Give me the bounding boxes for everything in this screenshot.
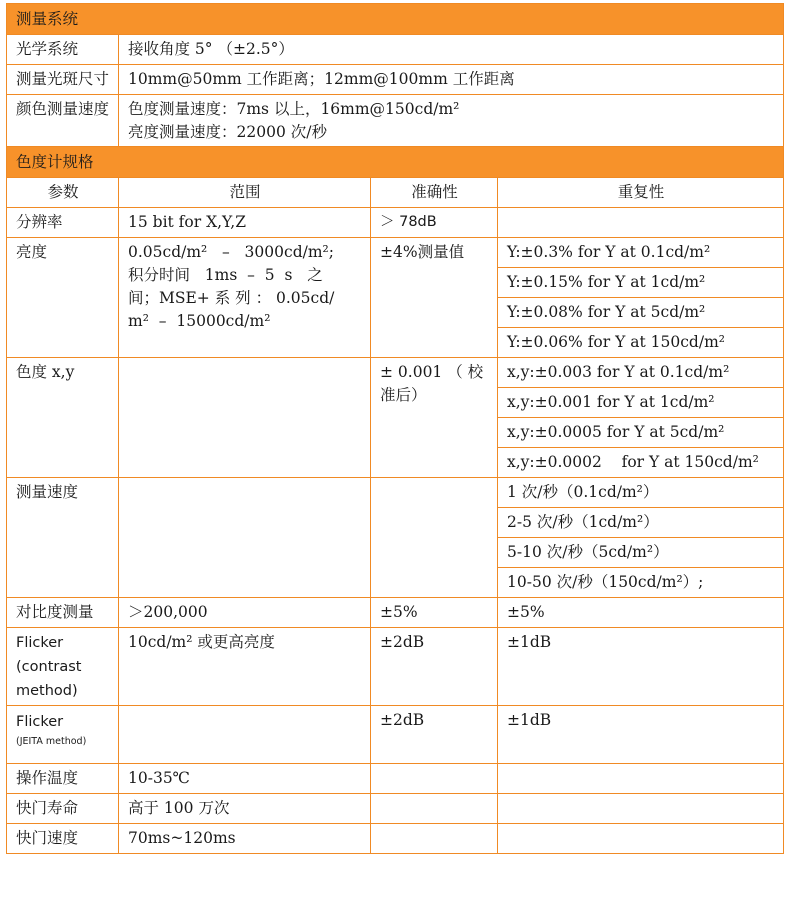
value-line: 色度测量速度：7ms 以上，16mm@150cd/m² <box>128 100 460 118</box>
accuracy-line: 准后） <box>380 386 427 404</box>
table-row <box>7 358 784 388</box>
range-value <box>119 238 371 358</box>
accuracy-value <box>371 794 498 824</box>
repeat-value: Y:±0.3% for Y at 0.1cd/m² <box>498 238 784 268</box>
row-value: 接收角度 5° （±2.5°） <box>119 35 784 65</box>
repeat-value <box>498 824 784 854</box>
repeat-value: x,y:±0.0002 for Y at 150cd/m² <box>498 448 784 478</box>
table-row <box>7 706 784 764</box>
param-label: 对比度测量 <box>7 598 119 628</box>
row-label: 测量光斑尺寸 <box>7 65 119 95</box>
column-header-param: 参数 <box>7 178 119 208</box>
label-line: method) <box>16 683 78 699</box>
column-header-repeat: 重复性 <box>498 178 784 208</box>
repeat-value: x,y:±0.001 for Y at 1cd/m² <box>498 388 784 418</box>
section-header-measurement-system <box>7 4 784 35</box>
range-value <box>119 358 371 478</box>
param-label: 操作温度 <box>7 764 119 794</box>
accuracy-value <box>371 764 498 794</box>
param-label <box>7 706 119 764</box>
repeat-value: Y:±0.15% for Y at 1cd/m² <box>498 268 784 298</box>
param-label: 色度 x,y <box>7 358 119 478</box>
range-value: 10cd/m² 或更高亮度 <box>119 628 371 706</box>
param-label: 快门寿命 <box>7 794 119 824</box>
table-row <box>7 208 784 238</box>
repeat-value: ±5% <box>498 598 784 628</box>
table-row <box>7 65 784 95</box>
column-header-range: 范围 <box>119 178 371 208</box>
range-line: 0.05cd/m² – 3000cd/m²; <box>128 243 334 261</box>
repeat-value: 1 次/秒（0.1cd/m²） <box>498 478 784 508</box>
spec-table <box>6 3 784 854</box>
row-label: 颜色测量速度 <box>7 95 119 147</box>
label-note: (JEITA method) <box>16 736 87 747</box>
repeat-value <box>498 764 784 794</box>
range-value <box>119 706 371 764</box>
range-line: 间；MSE+ 系 列 ： 0.05cd/ <box>128 289 335 307</box>
accuracy-value: ＞ 78dB <box>371 208 498 238</box>
spec-sheet <box>6 3 783 854</box>
param-label: 亮度 <box>7 238 119 358</box>
row-value <box>119 95 784 147</box>
repeat-value: x,y:±0.003 for Y at 0.1cd/m² <box>498 358 784 388</box>
table-row <box>7 824 784 854</box>
param-label: 快门速度 <box>7 824 119 854</box>
table-row <box>7 95 784 147</box>
accuracy-line: ± 0.001 （ 校 <box>380 363 484 381</box>
accuracy-value: ±2dB <box>371 706 498 764</box>
section-title: 测量系统 <box>7 4 784 35</box>
repeat-value <box>498 794 784 824</box>
range-line: 积分时间 1ms – 5 s 之 <box>128 266 323 284</box>
range-value: 10-35℃ <box>119 764 371 794</box>
section-header-colorimeter-spec <box>7 147 784 178</box>
repeat-value: Y:±0.08% for Y at 5cd/m² <box>498 298 784 328</box>
label-line: Flicker <box>16 714 64 730</box>
table-row <box>7 478 784 508</box>
param-label: 分辨率 <box>7 208 119 238</box>
row-value: 10mm@50mm 工作距离；12mm@100mm 工作距离 <box>119 65 784 95</box>
accuracy-value: ±2dB <box>371 628 498 706</box>
table-row <box>7 794 784 824</box>
repeat-value: x,y:±0.0005 for Y at 5cd/m² <box>498 418 784 448</box>
table-row <box>7 628 784 706</box>
range-value: 15 bit for X,Y,Z <box>119 208 371 238</box>
table-row <box>7 35 784 65</box>
column-header-row <box>7 178 784 208</box>
accuracy-value <box>371 358 498 478</box>
value-line: 亮度测量速度：22000 次/秒 <box>128 123 327 141</box>
repeat-value: 10-50 次/秒（150cd/m²）; <box>498 568 784 598</box>
table-row <box>7 764 784 794</box>
range-value: ＞200,000 <box>119 598 371 628</box>
repeat-value: Y:±0.06% for Y at 150cd/m² <box>498 328 784 358</box>
repeat-value <box>498 208 784 238</box>
range-value: 高于 100 万次 <box>119 794 371 824</box>
row-label: 光学系统 <box>7 35 119 65</box>
param-label <box>7 628 119 706</box>
table-row <box>7 598 784 628</box>
repeat-value: ±1dB <box>498 628 784 706</box>
repeat-value: 5-10 次/秒（5cd/m²） <box>498 538 784 568</box>
column-header-accuracy: 准确性 <box>371 178 498 208</box>
repeat-value: 2-5 次/秒（1cd/m²） <box>498 508 784 538</box>
label-line: (contrast <box>16 659 82 675</box>
range-value: 70ms~120ms <box>119 824 371 854</box>
accuracy-value: ±4%测量值 <box>371 238 498 358</box>
param-label: 测量速度 <box>7 478 119 598</box>
accuracy-value <box>371 478 498 598</box>
accuracy-value: ±5% <box>371 598 498 628</box>
section-title: 色度计规格 <box>7 147 784 178</box>
range-line: m² – 15000cd/m² <box>128 312 271 330</box>
accuracy-value <box>371 824 498 854</box>
label-line: Flicker <box>16 635 64 651</box>
repeat-value: ±1dB <box>498 706 784 764</box>
table-row <box>7 238 784 268</box>
range-value <box>119 478 371 598</box>
